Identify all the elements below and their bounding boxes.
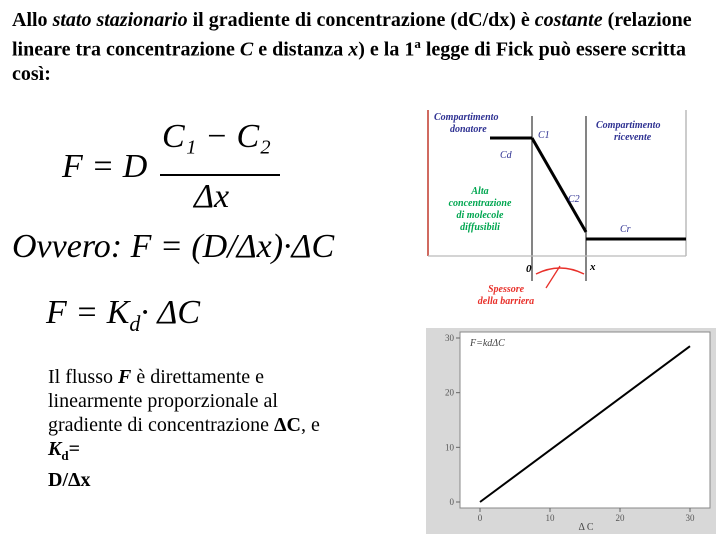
- flux-text: Il flusso: [48, 366, 118, 388]
- cd-label: Cd: [500, 150, 512, 161]
- flux-emph: ΔC: [274, 414, 301, 436]
- c1-label: C1: [538, 130, 550, 141]
- intro-text: (relazione lineare tra concentrazione: [12, 9, 692, 61]
- flux-paragraph: [48, 365, 328, 492]
- intro-text: e distanza: [253, 38, 349, 61]
- y-tick-label: 20: [445, 387, 454, 398]
- x-axis-label: Δ C: [578, 522, 594, 533]
- eq1-numerator: C₁ − C₂: [162, 118, 271, 155]
- flux-text: , e: [300, 414, 320, 436]
- intro-text: il gradiente di concentrazione (dC/dx) è: [187, 9, 535, 31]
- intro-sup: a: [414, 36, 421, 51]
- c2-label: C2: [568, 194, 580, 205]
- flux-emph: K: [48, 438, 62, 460]
- flux-emph: D/Δx: [48, 469, 91, 491]
- eq3-lhs: F = K: [46, 294, 130, 331]
- equation-ovvero: Ovvero: F = (D/Δx)·ΔC: [12, 228, 335, 265]
- intro-paragraph: [12, 8, 712, 86]
- middle-label: Alta concentrazione di molecole diffusibili: [448, 186, 512, 233]
- x-label: x: [590, 261, 596, 273]
- intro-emph: costante: [534, 9, 603, 31]
- origin-label: 0: [526, 263, 532, 275]
- x-tick-label: 20: [615, 513, 625, 523]
- thickness-bracket: [536, 268, 584, 274]
- intro-emph: C: [239, 38, 254, 61]
- cr-label: Cr: [620, 224, 631, 235]
- gradient-line: [532, 138, 586, 232]
- fraction-bar: [160, 174, 280, 176]
- intro-text: Allo: [12, 9, 53, 31]
- y-tick-label: 30: [445, 333, 454, 343]
- intro-emph: x: [348, 38, 359, 61]
- y-tick-label: 0: [449, 497, 454, 507]
- y-tick-label: 10: [445, 442, 454, 453]
- flux-emph: F: [118, 366, 132, 388]
- diffusion-diagram: [420, 106, 716, 320]
- thickness-label: Spessore della barriera: [477, 284, 535, 307]
- intro-text: legge di Fick può essere scritta così:: [12, 38, 686, 85]
- x-tick-label: 0: [477, 513, 483, 523]
- intro-emph: stato stazionario: [52, 9, 188, 31]
- eq1-lhs: F = D: [62, 148, 148, 185]
- x-tick-label: 30: [685, 513, 695, 523]
- receiver-label: Compartimento ricevente: [596, 120, 661, 143]
- intro-text: ) e la 1: [358, 38, 415, 61]
- flux-text: =: [68, 438, 80, 460]
- x-tick-label: 10: [545, 513, 555, 523]
- flux-chart: [426, 328, 716, 534]
- eq3-rest: · ΔC: [140, 294, 201, 331]
- flux-sub: d: [61, 448, 69, 463]
- eq1-denominator: Δx: [194, 178, 230, 215]
- donor-label: Compartimento donatore: [434, 112, 499, 135]
- chart-annotation: F=kdΔC: [470, 338, 505, 349]
- fick-equation: [62, 118, 302, 218]
- eq3-sub: d: [129, 310, 141, 336]
- flux-text: è direttamente e linearmente proporzionale al gradiente di concentrazione: [48, 366, 278, 436]
- equation-kd: [46, 294, 200, 337]
